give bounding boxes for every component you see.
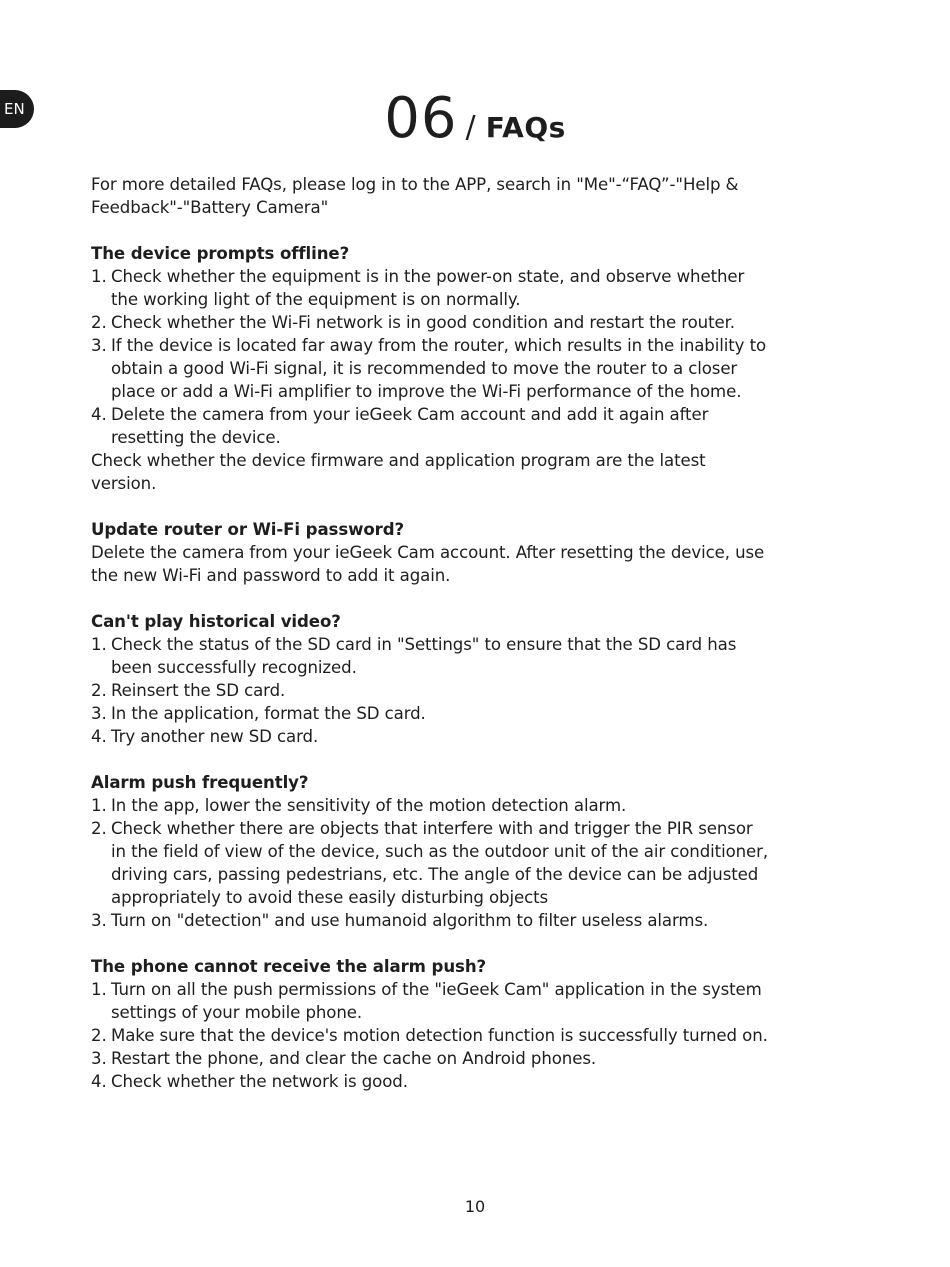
list-item: 3. Turn on "detection" and use humanoid algorithm to filter useless alarms. (91, 911, 709, 930)
faq-section-alarm-push (91, 771, 881, 932)
section-title: FAQs (485, 111, 566, 144)
list-item: 2. Make sure that the device's motion detection function is successfully turned on. (91, 1026, 768, 1045)
faq-content (91, 173, 881, 1093)
faq-section-phone-push (91, 955, 881, 1093)
faq-note: Check whether the device firmware and application program are the latest version. (91, 451, 706, 493)
list-item: 3. If the device is located far away from the router, which results in the inability to obtain a good Wi-Fi signal, it is recommended to move the router to a closer place or add a Wi-Fi amplifier to improve the Wi-Fi performance of the home. (91, 336, 767, 401)
list-item: 4. Check whether the network is good. (91, 1072, 408, 1091)
intro-line: Feedback"-"Battery Camera" (91, 198, 329, 217)
faq-section-historical-video (91, 610, 881, 748)
list-item: 4. Try another new SD card. (91, 727, 319, 746)
list-item: 3. In the application, format the SD card. (91, 704, 426, 723)
faq-heading: Can't play historical video? (91, 612, 341, 631)
list-item: 3. Restart the phone, and clear the cache on Android phones. (91, 1049, 597, 1068)
faq-heading: Update router or Wi-Fi password? (91, 520, 405, 539)
list-item: 1. Check whether the equipment is in the power-on state, and observe whether the working light of the equipment is on normally. (91, 267, 745, 309)
list-item: 4. Delete the camera from your ieGeek Cam account and add it again after resetting the device. (91, 405, 709, 447)
faq-heading: The phone cannot receive the alarm push? (91, 957, 487, 976)
list-item: 2. Reinsert the SD card. (91, 681, 286, 700)
intro-text (91, 173, 881, 219)
title-slash: / (465, 110, 476, 145)
faq-heading: The device prompts offline? (91, 244, 350, 263)
section-number: 06 (384, 86, 458, 151)
list-item: 2. Check whether the Wi-Fi network is in good condition and restart the router. (91, 313, 735, 332)
list-item: 1. In the app, lower the sensitivity of the motion detection alarm. (91, 796, 627, 815)
faq-answer: Delete the camera from your ieGeek Cam account. After resetting the device, use the new Wi-Fi and password to add it again. (91, 543, 765, 585)
language-tab: EN (0, 90, 34, 128)
faq-section-router-password (91, 518, 881, 587)
intro-line: For more detailed FAQs, please log in to the APP, search in "Me"-“FAQ”-"Help & (91, 175, 739, 194)
list-item: 1. Check the status of the SD card in "Settings" to ensure that the SD card has been successfully recognized. (91, 635, 737, 677)
page-number: 10 (464, 1197, 486, 1216)
faq-section-offline (91, 242, 881, 495)
list-item: 2. Check whether there are objects that interfere with and trigger the PIR sensor in the field of view of the device, such as the outdoor unit of the air conditioner, driving cars, passing pedestrians, etc. The angle of the device can be adjusted appropriately to avoid these easily disturbing objects (91, 819, 769, 907)
faq-heading: Alarm push frequently? (91, 773, 309, 792)
list-item: 1. Turn on all the push permissions of the "ieGeek Cam" application in the system settings of your mobile phone. (91, 980, 762, 1022)
page-title (0, 86, 950, 151)
